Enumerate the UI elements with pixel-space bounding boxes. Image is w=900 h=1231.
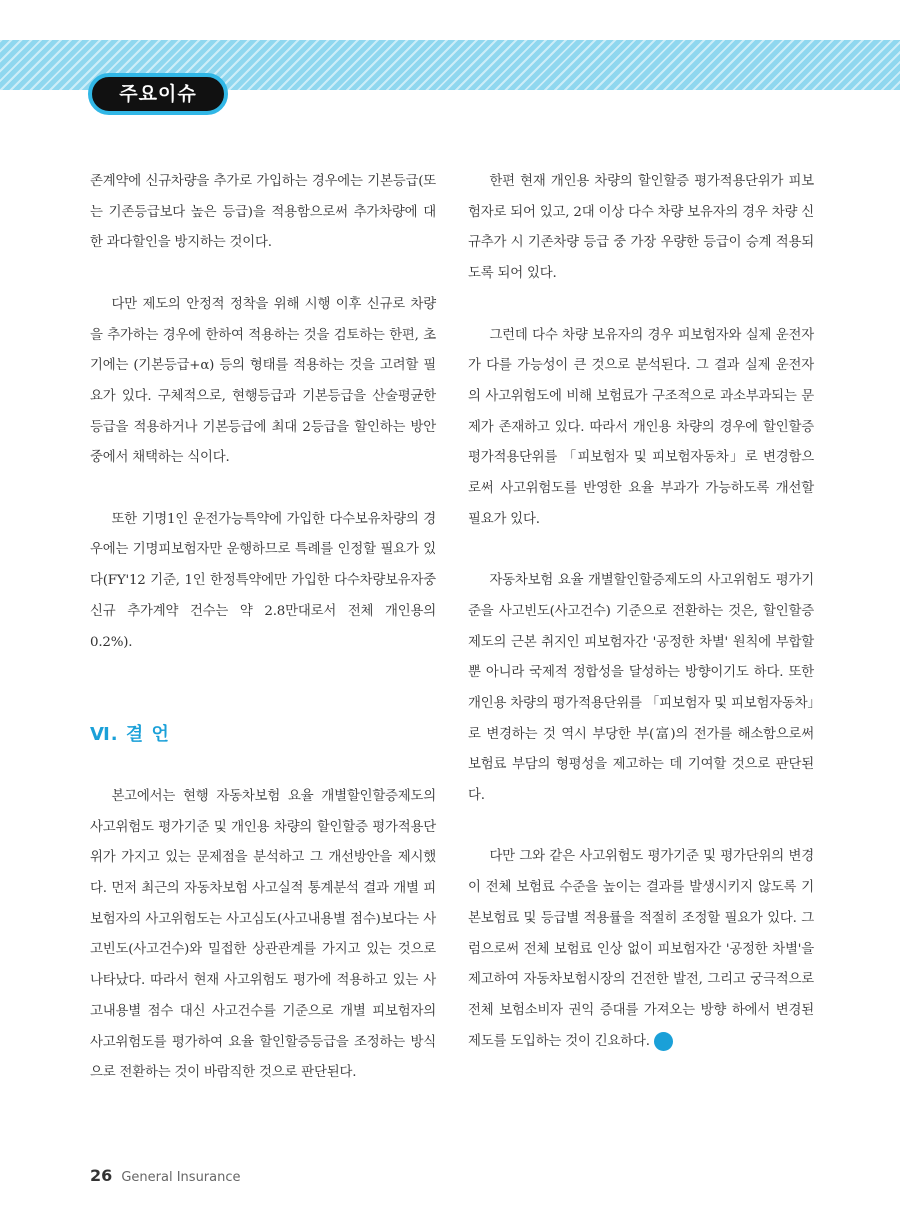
left-paragraph-4: 본고에서는 현행 자동차보험 요율 개별할인할증제도의 사고위험도 평가기준 및 개인용 차량의 할인할증 평가적용단위가 가지고 있는 문제점을 분석하고 그 개선방안을 제시했다. 먼저 최근의 자동차보험 사고실적 통계분석 결과 개별 피보험자의 사고위험도는 사고심도(사고내용별 점수)보다는 사고빈도(사고건수)와 밀접한 상관관계를 가지고 있는 것으로 나타났다. 따라서 현재 사고위험도 평가에 적용하고 있는 사고내용별 점수 대신 사고건수를 기준으로 개별 피보험자의 사고위험도를 평가하여 요율 할인할증등급을 조정하는 방식으로 전환하는 것이 바람직한 것으로 판단된다. <box>90 788 436 1081</box>
end-mark-icon: 손보 <box>654 1032 673 1051</box>
right-paragraph-2: 그런데 다수 차량 보유자의 경우 피보험자와 실제 운전자가 다를 가능성이 큰 것으로 분석된다. 그 결과 실제 운전자의 사고위험도에 비해 보험료가 구조적으로 과소부과되는 문제가 존재하고 있다. 따라서 개인용 차량의 경우에 할인할증 평가적용단위를 「피보험자 및 피보험자동차」로 변경함으로써 사고위험도를 반영한 요율 부과가 가능하도록 개선할 필요가 있다. <box>468 327 814 527</box>
right-paragraph-4 <box>468 842 814 1066</box>
left-column <box>90 167 436 1089</box>
right-paragraph-4-text: 다만 그와 같은 사고위험도 평가기준 및 평가단위의 변경이 전체 보험료 수준을 높이는 결과를 발생시키지 않도록 기본보험료 및 등급별 적용률을 적절히 조정할 필요가 있다. 그럼으로써 전체 보험료 인상 없이 피보험자간 '공정한 차별'을 제고하여 자동차보험시장의 건전한 발전, 그리고 궁극적으로 전체 보험소비자 권익 증대를 가져오는 방향 하에서 변경된 제도를 도입하는 것이 긴요하다. <box>468 849 814 1049</box>
left-paragraph-3: 또한 기명1인 운전가능특약에 가입한 다수보유차량의 경우에는 기명피보험자만 운행하므로 특례를 인정할 필요가 있다(FY'12 기준, 1인 한정특약에만 가입한 다수차량보유자중 신규 추가계약 건수는 약 2.8만대로서 전체 개인용의 0.2%). <box>90 511 436 650</box>
page-footer <box>90 1166 241 1185</box>
right-paragraph-3: 자동차보험 요율 개별할인할증제도의 사고위험도 평가기준을 사고빈도(사고건수) 기준으로 전환하는 것은, 할인할증제도의 근본 취지인 피보험자간 '공정한 차별' 원칙에 부합할 뿐 아니라 국제적 정합성을 달성하는 방향이기도 하다. 또한 개인용 차량의 평가적용단위를 「피보험자 및 피보험자동차」로 변경하는 것 역시 부당한 부(富)의 전가를 해소함으로써 보험료 부담의 형평성을 제고하는 데 기여할 것으로 판단된다. <box>468 573 814 804</box>
right-column <box>468 167 814 1066</box>
left-paragraph-1: 존계약에 신규차량을 추가로 가입하는 경우에는 기본등급(또는 기존등급보다 높은 등급)을 적용함으로써 추가차량에 대한 과다할인을 방지하는 것이다. <box>90 174 436 251</box>
page-number: 26 <box>90 1166 113 1185</box>
left-paragraph-2: 다만 제도의 안정적 정착을 위해 시행 이후 신규로 차량을 추가하는 경우에 한하여 적용하는 것을 검토하는 한편, 초기에는 (기본등급+α) 등의 형태를 적용하는 것을 고려할 필요가 있다. 구체적으로, 현행등급과 기본등급을 산술평균한 등급을 적용하거나 기본등급에 최대 2등급을 할인하는 방안 중에서 채택하는 식이다. <box>90 296 436 466</box>
right-paragraph-1: 한편 현재 개인용 차량의 할인할증 평가적용단위가 피보험자로 되어 있고, 2대 이상 다수 차량 보유자의 경우 차량 신규추가 시 기존차량 등급 중 가장 우량한 등급이 승계 적용되도록 되어 있다. <box>468 174 814 282</box>
section-heading-conclusion: Ⅵ. 결 언 <box>90 724 170 746</box>
section-label: 주요이슈 <box>88 73 228 115</box>
magazine-name: General Insurance <box>121 1170 241 1185</box>
